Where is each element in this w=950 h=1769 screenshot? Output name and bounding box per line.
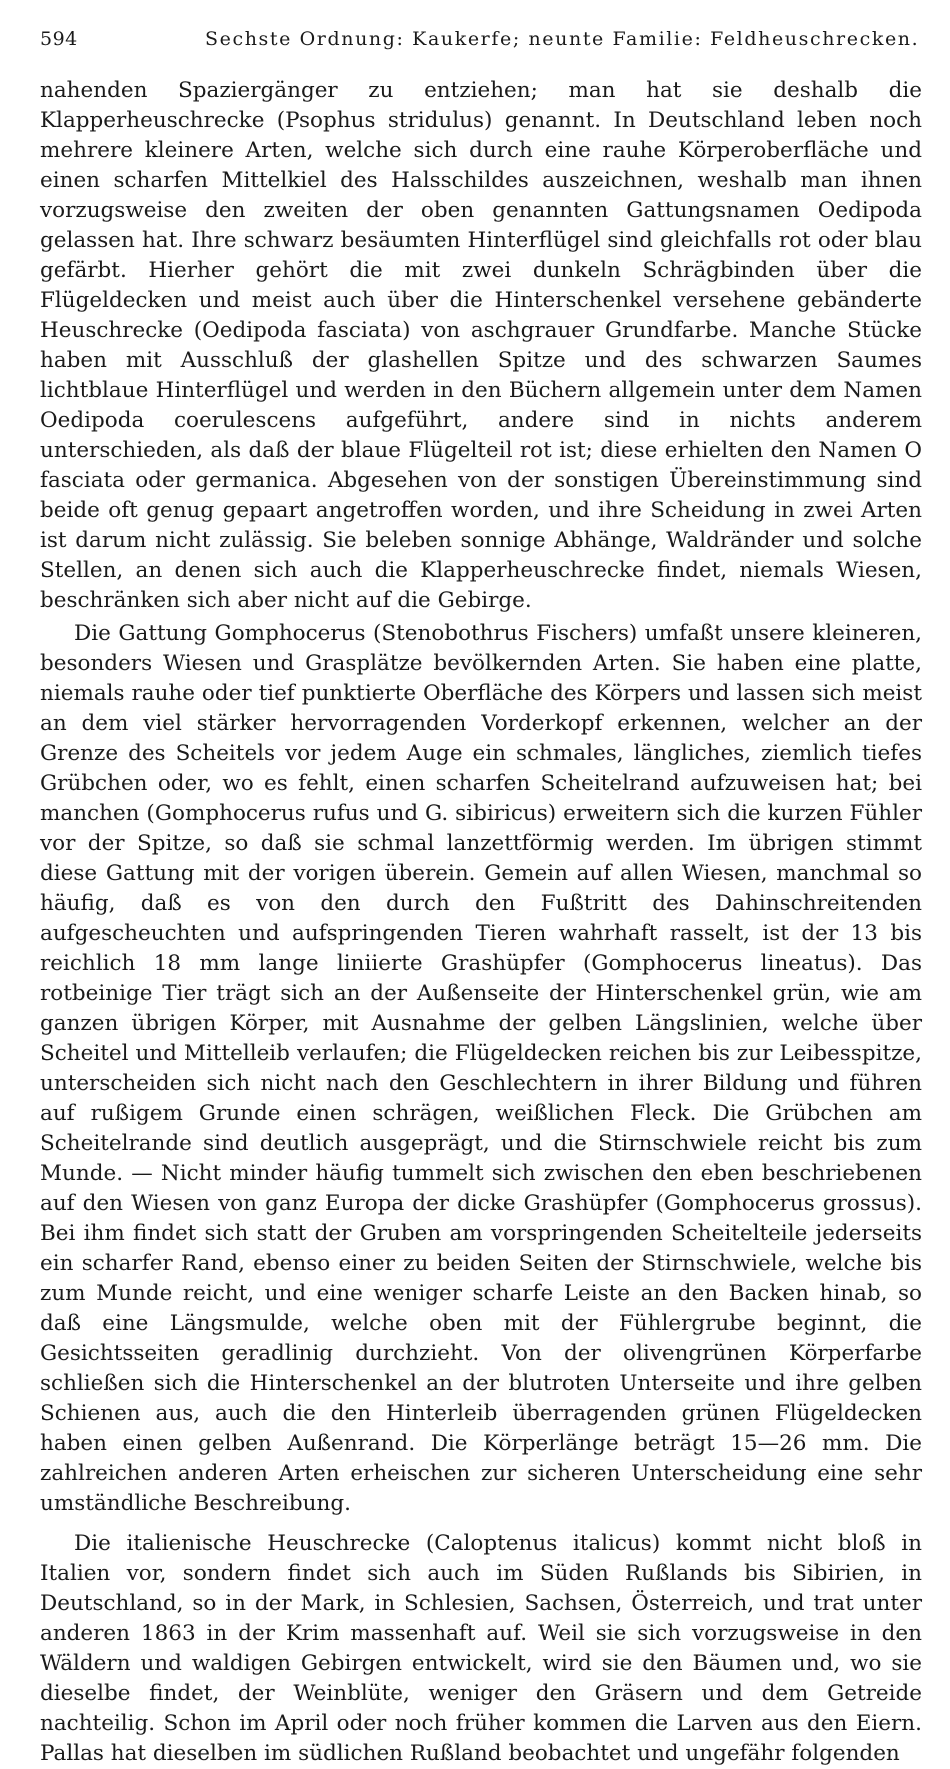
paragraph-oedipoda: nahenden Spaziergänger zu entziehen; man hat sie deshalb die Klapperheuschrecke (Psophus stridulus) genannt. In Deutschland leben noch mehrere kleinere Arten, welche sich durch eine rauhe Körperoberfläche und einen scharfen Mittelkiel des Halsschildes auszeichnen, weshalb man ihnen vorzugsweise den zweiten der oben genannten Gattungsnamen Oedipoda gelassen hat. Ihre schwarz besäumten Hinterflügel sind gleichfalls rot oder blau gefärbt. Hierher gehört die mit zwei dunkeln Schrägbinden über die Flügeldecken und meist auch über die Hinterschenkel versehene gebänderte Heuschrecke (Oedipoda fasciata) von aschgrauer Grundfarbe. Manche Stücke haben mit Ausschluß der glashellen Spitze und des schwarzen Saumes lichtblaue Hinterflügel und werden in den Büchern allgemein unter dem Namen Oedipoda coerulescens aufgeführt, andere sind in nichts anderem unterschieden, als daß der blaue Flügelteil rot ist; diese erhielten den Namen O fasciata oder germanica. Abgesehen von der sonstigen Übereinstimmung sind beide oft genug gepaart angetroffen worden, und ihre Scheidung in zwei Arten ist darum nicht zulässig. Sie beleben sonnige Abhänge, Waldränder und solche Stellen, an denen sich auch die Klapperheuschrecke findet, niemals Wiesen, beschränken sich aber nicht auf die Gebirge. bbox=[40, 78, 922, 613]
running-head-title: Sechste Ordnung: Kaukerfe; neunte Familie: Feldheuschrecken. bbox=[205, 28, 920, 50]
running-head bbox=[40, 28, 920, 58]
page-number: 594 bbox=[40, 28, 78, 50]
paragraph-caloptenus: Die italienische Heuschrecke (Caloptenus italicus) kommt nicht bloß in Italien vor, sondern findet sich auch im Süden Rußlands bis Sibirien, in Deutschland, so in der Mark, in Schlesien, Sachsen, Österreich, und trat unter anderen 1863 in der Krim massenhaft auf. Weil sie sich vorzugsweise in den Wäldern und waldigen Gebirgen entwickelt, wird sie den Bäumen und, wo sie dieselbe findet, der Weinblüte, weniger den Gräsern und dem Getreide nachteilig. Schon im April oder noch früher kommen die Larven aus den Eiern. Pallas hat dieselben im südlichen Rußland beobachtet und ungefähr folgenden bbox=[40, 1531, 922, 1766]
body-text bbox=[40, 76, 922, 1769]
paragraph-gomphocerus: Die Gattung Gomphocerus (Stenobothrus Fischers) umfaßt unsere kleineren, besonders Wiesen und Grasplätze bevölkernden Arten. Sie haben eine platte, niemals rauhe oder tief punktierte Oberfläche des Körpers und lassen sich meist an dem viel stärker hervorragenden Vorderkopf erkennen, welcher an der Grenze des Scheitels vor jedem Auge ein schmales, längliches, ziemlich tiefes Grübchen oder, wo es fehlt, einen scharfen Scheitelrand aufzuweisen hat; bei manchen (Gomphocerus rufus und G. sibiricus) erweitern sich die kurzen Fühler vor der Spitze, so daß sie schmal lanzettförmig werden. Im übrigen stimmt diese Gattung mit der vorigen überein. Gemein auf allen Wiesen, manchmal so häufig, daß es von den durch den Fußtritt des Dahinschreitenden aufgescheuchten und aufspringenden Tieren wahrhaft rasselt, ist der 13 bis reichlich 18 mm lange liniierte Grashüpfer (Gomphocerus lineatus). Das rotbeinige Tier trägt sich an der Außenseite der Hinterschenkel grün, wie am ganzen übrigen Körper, mit Ausnahme der gelben Längslinien, welche über Scheitel und Mittelleib verlaufen; die Flügeldecken reichen bis zur Leibesspitze, unterscheiden sich nicht nach den Geschlechtern in ihrer Bildung und führen auf rußigem Grunde einen schrägen, weißlichen Fleck. Die Grübchen am Scheitelrande sind deutlich ausgeprägt, und die Stirnschwiele reicht bis zum Munde. — Nicht minder häufig tummelt sich zwischen den eben beschriebenen auf den Wiesen von ganz Europa der dicke Grashüpfer (Gomphocerus grossus). Bei ihm findet sich statt der Gruben am vorspringenden Scheitelteile jederseits ein scharfer Rand, ebenso einer zu beiden Seiten der Stirnschwiele, welche bis zum Munde reicht, und eine weniger scharfe Leiste an den Backen hinab, so daß eine Längsmulde, welche oben mit der Fühlergrube beginnt, die Gesichtsseiten geradlinig durchzieht. Von der olivengrünen Körperfarbe schließen sich die Hinterschenkel an der blutroten Unterseite und ihre gelben Schienen aus, auch die den Hinterleib überragenden grünen Flügeldecken haben einen gelben Außenrand. Die Körperlänge beträgt 15—26 mm. Die zahlreichen anderen Arten erheischen zur sicheren Unterscheidung eine sehr umständliche Beschreibung. bbox=[40, 621, 922, 1516]
